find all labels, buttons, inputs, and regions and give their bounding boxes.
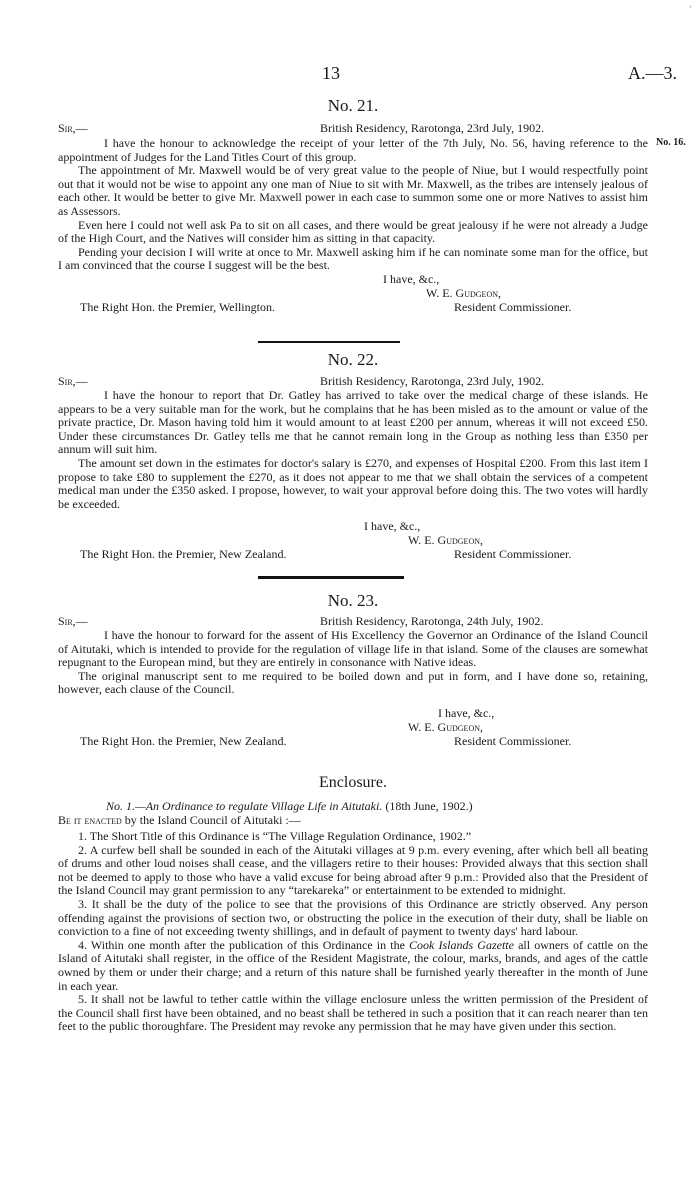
letter-21-margin-note: No. 16. [656, 137, 686, 148]
edge-mark: ' [690, 4, 692, 14]
ordinance-date: (18th June, 1902.) [385, 799, 473, 813]
letter-22-salutation: Sir,— [58, 374, 88, 388]
page-number: 13 [322, 63, 340, 83]
document-reference: A.—3. [628, 63, 677, 83]
clause-4-text: 4. Within one month after the publication of this Ordinance in the [78, 937, 405, 952]
letter-23-body [58, 629, 648, 697]
letter-21-signature [58, 273, 648, 315]
letter-22-signature [58, 520, 648, 562]
section-divider [258, 341, 400, 343]
ordinance-number: No. 1.— [106, 799, 146, 813]
letter-22-paragraph: The amount set down in the estimates for doctor's salary is £270, and expenses of Hospital £200. From this last item I propose to take £80 to supplement the £270, as it does not appear to me that we shall obtain the services of a competent medical man under the £350 asked. I propose, however, to wait your approval before doing this. The two votes will hardly be exceeded. [58, 455, 648, 511]
clause-4-text-rest: all owners of cattle on the Island of Aitutaki shall register, in the office of the Resident Magistrate, the colour, marks, brands, and ages of the cattle owned by them or under their charge; and a return of this nature shall be furnished yearly thereafter in the month of June in each year. [58, 937, 648, 993]
letter-22-addressee: The Right Hon. the Premier, New Zealand. [80, 547, 287, 561]
enclosure-heading: Enclosure. [319, 774, 387, 791]
letter-21-body [58, 137, 648, 273]
gazette-name: Cook Islands Gazette [409, 937, 514, 952]
letter-21-paragraph: The appointment of Mr. Maxwell would be of very great value to the people of Niue, but I would respectfully point out that it would not be wise to appoint any one man of Niue to sit with Mr. Maxwell, as the tribes are intensely jealous of each other. It would be better to give Mr. Maxwell power in each case to summon some one or more Natives to assist him as Assessors. [58, 163, 648, 218]
section-divider [258, 576, 404, 579]
letter-22-signatory: W. E. Gudgeon, [408, 533, 483, 547]
letter-23-salutation: Sir,— [58, 614, 88, 628]
letter-21-closing: I have, &c., [383, 272, 440, 286]
letter-21-title: Resident Commissioner. [454, 300, 572, 314]
ordinance-title: An Ordinance to regulate Village Life in Aitutaki. [145, 799, 383, 813]
letter-23-closing: I have, &c., [438, 706, 495, 720]
letter-23-paragraph: I have the honour to forward for the assent of His Excellency the Governor an Ordinance of the Island Council of Aitutaki, which is intended to provide for the regulation of village life in that island. Some of the clauses are somewhat repugnant to the European mind, but they are entirely in consonance with Native ideas. [58, 628, 648, 670]
letter-23-number: No. 23. [327, 591, 379, 610]
letter-22-location-date: British Residency, Rarotonga, 23rd July, 1902. [320, 374, 545, 388]
letter-23-signature [58, 707, 648, 749]
letter-22-heading [58, 375, 648, 389]
letter-22-closing: I have, &c., [364, 519, 421, 533]
letter-21-paragraph: Even here I could not well ask Pa to sit on all cases, and there would be great jealousy if he were not already a Judge of the High Court, and the Natives will consider him as sitting in that capacity. [58, 217, 648, 246]
letter-22-paragraph: I have the honour to report that Dr. Gatley has arrived to take over the medical charge of these islands. He appears to be a very suitable man for the work, but he complains that he has been misled as to the amount or value of the private practice, Dr. Mason having told him it would amount to at least £200 per annum, whereas it will not exceed £50. Under these circumstances Dr. Gatley tells me that he cannot remain long in the Group as nothing less than £350 per annum will suit him. [58, 388, 648, 457]
letter-21-paragraph: Pending your decision I will write at once to Mr. Maxwell asking him if he can nominate some man for the office, but I am convinced that the course I suggest will be the best. [58, 244, 648, 273]
letter-22-number: No. 22. [327, 350, 379, 369]
letter-23-paragraph: The original manuscript sent to me required to be boiled down and put in form, and I have done so, retaining, however, each clause of the Council. [58, 668, 648, 697]
ordinance-clause: 5. It shall not be lawful to tether cattle within the village enclosure unless the written permission of the President of the Council shall first have been obtained, and no beast shall be tethered in such a position that it can reach nearer than ten feet to the public thoroughfare. The President may revoke any permission that he may have given under this section. [58, 992, 648, 1034]
letter-21-location-date: British Residency, Rarotonga, 23rd July, 1902. [320, 121, 545, 135]
letter-23-heading [58, 615, 648, 629]
letter-22-title: Resident Commissioner. [454, 547, 572, 561]
ordinance-clause: 1. The Short Title of this Ordinance is “The Village Regulation Ordinance, 1902.” [78, 829, 472, 843]
enacting-formula: by the Island Council of Aitutaki :— [124, 812, 301, 827]
letter-23-addressee: The Right Hon. the Premier, New Zealand. [80, 734, 287, 748]
ordinance-clause: 2. A curfew bell shall be sounded in each of the Aitutaki villages at 9 p.m. every evening, after which bell all beating of drums and other loud noises shall cease, and the villagers retire to their houses: Provided always that this section shall not be deemed to apply to those who have a valid excuse for being abroad after 9 p.m.: Provided also that the President of the Island Council may grant permission to any “tarekareka” or entertainment to be extended to midnight. [58, 842, 648, 898]
letter-21-signatory: W. E. Gudgeon, [426, 286, 501, 300]
letter-21-number: No. 21. [327, 96, 379, 115]
letter-22-body [58, 389, 648, 511]
ordinance-clause [58, 939, 648, 993]
letter-21-addressee: The Right Hon. the Premier, Wellington. [80, 300, 275, 314]
letter-23-location-date: British Residency, Rarotonga, 24th July, 1902. [320, 614, 544, 628]
letter-21-salutation: Sir,— [58, 121, 88, 135]
letter-21-heading [58, 122, 648, 136]
enclosure-subtitle [58, 800, 648, 827]
enacting-formula-lead: Be it enacted [58, 812, 122, 827]
letter-23-title: Resident Commissioner. [454, 734, 572, 748]
letter-23-signatory: W. E. Gudgeon, [408, 720, 483, 734]
ordinance-clauses [58, 830, 648, 1034]
letter-21-paragraph: I have the honour to acknowledge the receipt of your letter of the 7th July, No. 56, having reference to the appointment of Judges for the Land Titles Court of this group. [58, 136, 648, 164]
ordinance-clause: 3. It shall be the duty of the police to see that the provisions of this Ordinance are strictly observed. Any person offending against the provisions of section two, or obstructing the police in the execution of their duty, shall be liable on conviction to a fine of not exceeding twenty shillings, and in default of payment to twenty days' hard labour. [58, 896, 648, 939]
